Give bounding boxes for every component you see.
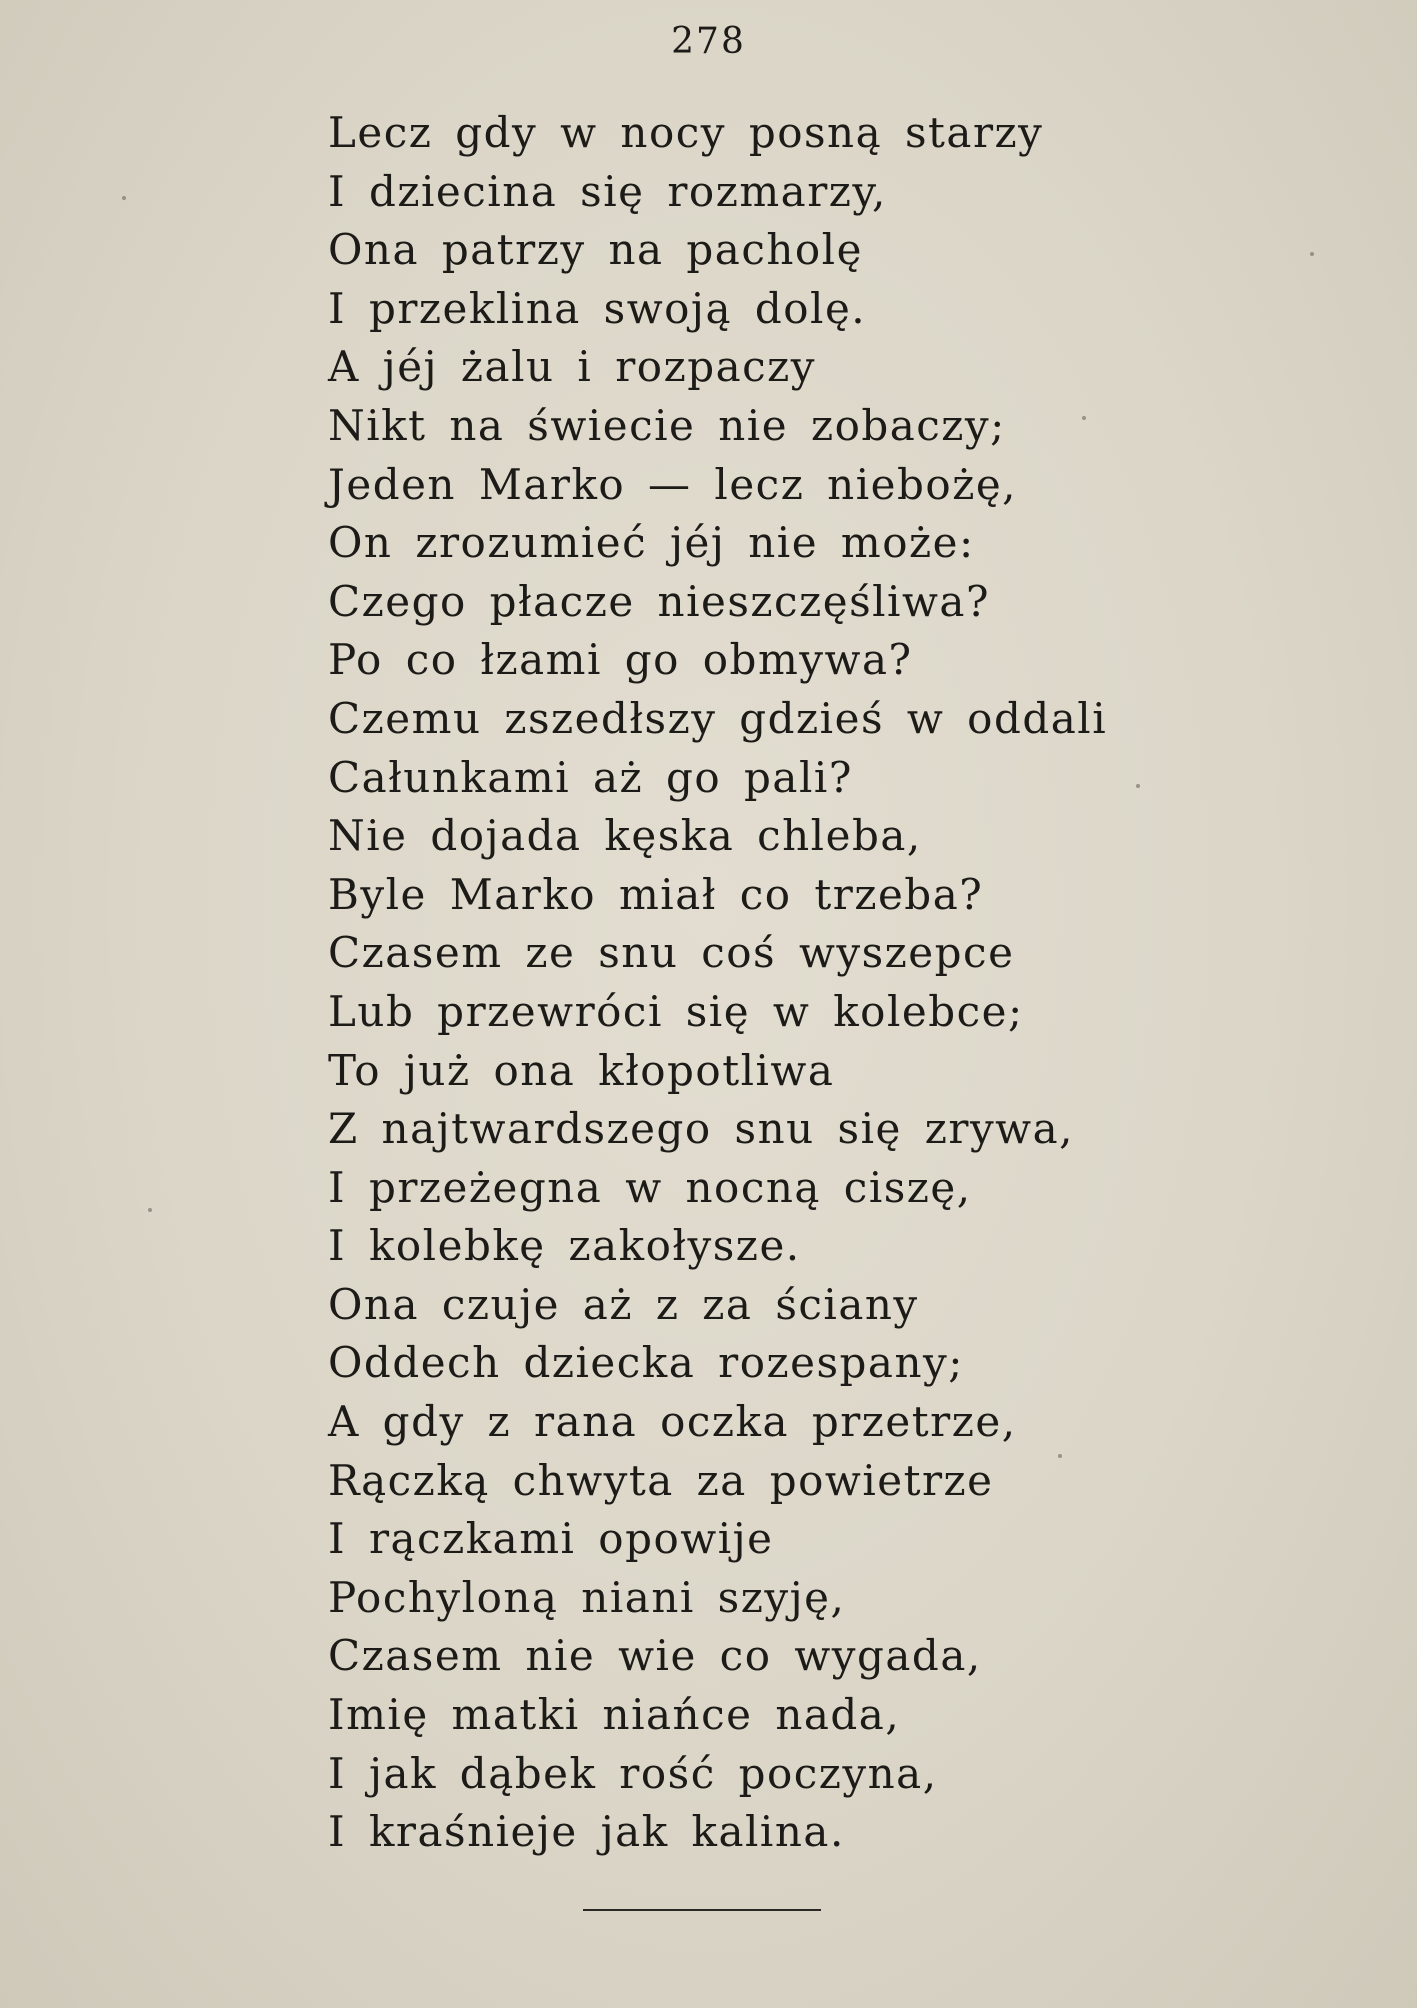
- poem-text: [328, 104, 1328, 1862]
- paper-speck: [1058, 1454, 1062, 1458]
- poem-line: Czemu zszedłszy gdzieś w oddali: [328, 693, 1108, 743]
- poem-line: Nikt na świecie nie zobaczy;: [328, 400, 1006, 450]
- end-rule: [583, 1909, 821, 1911]
- poem-line: I dziecina się rozmarzy,: [328, 166, 887, 216]
- poem-line: Byle Marko miał co trzeba?: [328, 869, 984, 919]
- poem-line: I kolebkę zakołysze.: [328, 1221, 801, 1271]
- paper-speck: [122, 196, 126, 200]
- poem-line: Czasem nie wie co wygada,: [328, 1631, 982, 1681]
- poem-line: I przeklina swoją dolę.: [328, 283, 867, 333]
- poem-line: Ona patrzy na pacholę: [328, 225, 863, 275]
- poem-line: Pochyloną niani szyję,: [328, 1572, 846, 1622]
- poem-line: I jak dąbek rość poczyna,: [328, 1748, 938, 1798]
- paper-speck: [148, 1208, 152, 1212]
- paper-speck: [1310, 252, 1314, 256]
- poem-line: I kraśnieje jak kalina.: [328, 1807, 845, 1857]
- poem-line: Jeden Marko — lecz niebożę,: [328, 459, 1018, 509]
- poem-line: To już ona kłopotliwa: [328, 1045, 835, 1095]
- paper-speck: [1136, 784, 1140, 788]
- poem-line: Lecz gdy w nocy posną starzy: [328, 108, 1044, 157]
- poem-line: On zrozumieć jéj nie może:: [328, 518, 975, 568]
- poem-line: Ona czuje aż z za ściany: [328, 1279, 919, 1329]
- poem-line: A jéj żalu i rozpaczy: [328, 342, 817, 392]
- poem-line: Czego płacze nieszczęśliwa?: [328, 576, 990, 626]
- poem-line: Imię matki niańce nada,: [328, 1690, 901, 1740]
- page-number: 278: [671, 21, 746, 62]
- poem-line: Rączką chwyta za powietrze: [328, 1455, 994, 1505]
- paper-speck: [1082, 416, 1086, 420]
- poem-line: Z najtwardszego snu się zrywa,: [328, 1104, 1075, 1154]
- poem-line: I przeżegna w nocną ciszę,: [328, 1162, 972, 1212]
- poem-line: Czasem ze snu coś wyszepce: [328, 928, 1015, 978]
- poem-line: Po co łzami go obmywa?: [328, 635, 913, 685]
- poem-line: I rączkami opowije: [328, 1514, 774, 1564]
- poem-line: A gdy z rana oczka przetrze,: [328, 1397, 1017, 1447]
- poem-line: Całunkami aż go pali?: [328, 752, 853, 802]
- poem-line: Nie dojada kęska chleba,: [328, 811, 922, 861]
- poem-line: Lub przewróci się w kolebce;: [328, 986, 1024, 1036]
- poem-line: Oddech dziecka rozespany;: [328, 1338, 964, 1388]
